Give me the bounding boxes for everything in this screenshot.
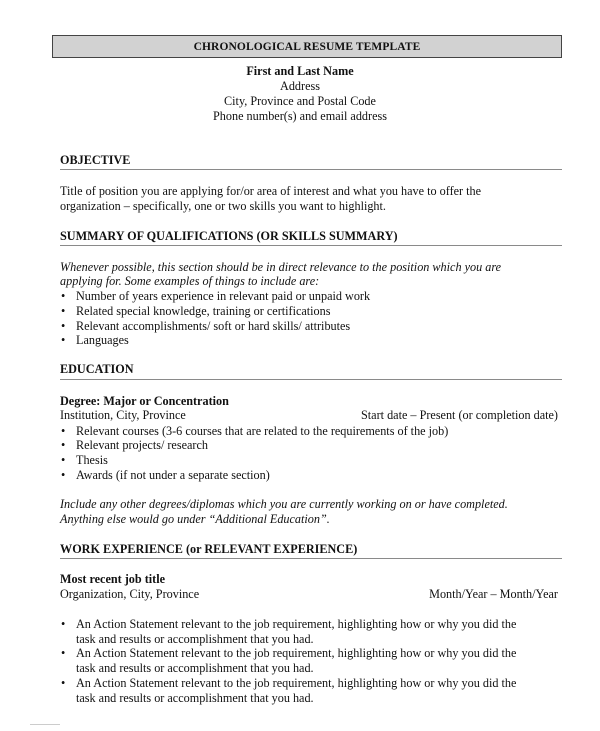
summary-bullet: Related special knowledge, training or certifications (76, 304, 331, 318)
work-dates: Month/Year – Month/Year (429, 587, 558, 601)
bullet-glyph: • (61, 453, 66, 467)
education-bullet: Thesis (76, 453, 108, 467)
section-divider (60, 245, 562, 246)
bullet-glyph: • (61, 617, 66, 631)
bullet-glyph: • (61, 304, 66, 318)
bullet-glyph: • (61, 438, 66, 452)
section-divider (60, 558, 562, 559)
work-bullet-line: task and results or accomplishment that you had. (76, 632, 314, 646)
banner-title: CHRONOLOGICAL RESUME TEMPLATE (193, 40, 421, 53)
objective-heading: OBJECTIVE (60, 153, 131, 167)
objective-line: Title of position you are applying for/or area of interest and what you have to offer the (60, 184, 482, 198)
bullet-glyph: • (61, 468, 66, 482)
work-bullet-line: An Action Statement relevant to the job requirement, highlighting how or why you did the (76, 617, 517, 631)
education-bullet: Relevant projects/ research (76, 438, 208, 452)
title-banner (52, 35, 562, 58)
section-divider (60, 169, 562, 170)
bullet-glyph: • (61, 676, 66, 690)
work-bullet-line: task and results or accomplishment that you had. (76, 691, 314, 705)
work-heading: WORK EXPERIENCE (or RELEVANT EXPERIENCE) (60, 542, 358, 556)
education-institution: Institution, City, Province (60, 408, 186, 422)
work-bullet-line: task and results or accomplishment that you had. (76, 661, 314, 675)
work-organization: Organization, City, Province (60, 587, 200, 601)
summary-bullet: Number of years experience in relevant paid or unpaid work (76, 289, 371, 303)
bullet-glyph: • (61, 289, 66, 303)
summary-heading: SUMMARY OF QUALIFICATIONS (OR SKILLS SUMMARY) (60, 229, 398, 243)
candidate-address: Address (280, 79, 320, 93)
objective-line: organization – specifically, one or two skills you want to highlight. (60, 199, 386, 213)
section-divider (60, 379, 562, 380)
education-dates: Start date – Present (or completion date) (361, 408, 558, 422)
summary-bullet: Relevant accomplishments/ soft or hard skills/ attributes (76, 319, 351, 333)
candidate-city: City, Province and Postal Code (224, 94, 376, 108)
education-note: Include any other degrees/diplomas which you are currently working on or have completed. (60, 497, 508, 511)
education-degree: Degree: Major or Concentration (60, 394, 229, 408)
education-bullet: Awards (if not under a separate section) (76, 468, 270, 482)
education-note: Anything else would go under “Additional Education”. (60, 512, 330, 526)
work-bullet-line: An Action Statement relevant to the job requirement, highlighting how or why you did the (76, 646, 517, 660)
bullet-glyph: • (61, 319, 66, 333)
candidate-contact: Phone number(s) and email address (213, 109, 387, 123)
bullet-glyph: • (61, 646, 66, 660)
bullet-glyph: • (61, 424, 66, 438)
bullet-glyph: • (61, 333, 66, 347)
summary-intro: Whenever possible, this section should be in direct relevance to the position which you are (60, 260, 502, 274)
work-job-title: Most recent job title (60, 572, 166, 586)
summary-bullet: Languages (76, 333, 129, 347)
work-bullet-line: An Action Statement relevant to the job requirement, highlighting how or why you did the (76, 676, 517, 690)
summary-intro: applying for. Some examples of things to include are: (60, 274, 320, 288)
education-heading: EDUCATION (60, 362, 134, 376)
candidate-name: First and Last Name (246, 64, 354, 78)
education-bullet: Relevant courses (3-6 courses that are related to the requirements of the job) (76, 424, 449, 438)
